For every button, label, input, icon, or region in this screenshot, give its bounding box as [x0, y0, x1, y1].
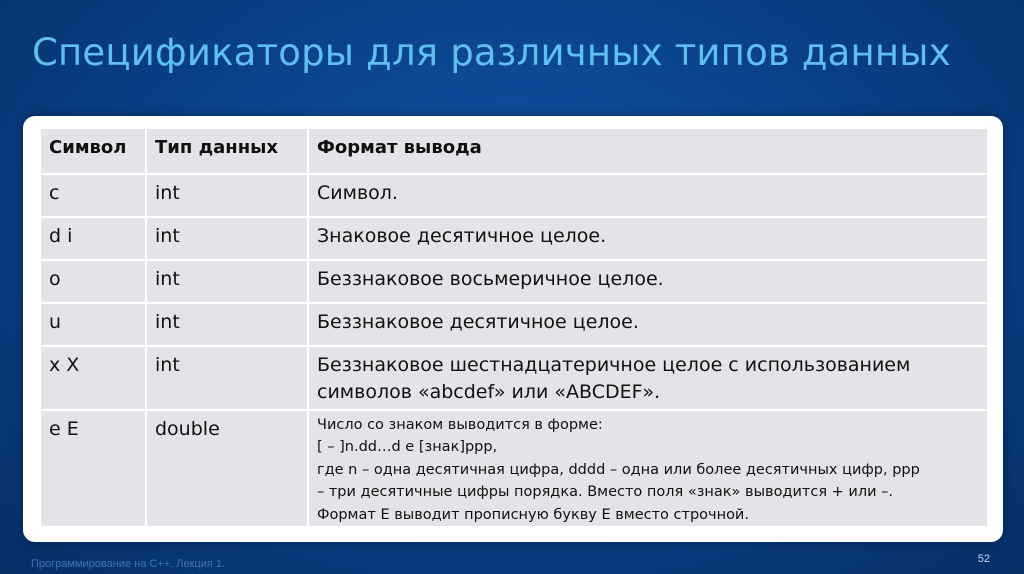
cell-symbol: x X	[41, 347, 145, 409]
slide-title: Спецификаторы для различных типов данных	[32, 31, 951, 74]
table-frame	[23, 116, 1003, 542]
format-line: – три десятичные цифры порядка. Вместо поля «знак» выводится + или –.	[317, 484, 893, 501]
cell-symbol: d i	[41, 218, 145, 259]
format-line: где n – одна десятичная цифра, dddd – одна или более десятичных цифр, ppp	[317, 461, 920, 478]
cell-format: Символ.	[309, 175, 987, 216]
cell-symbol: c	[41, 175, 145, 216]
format-line: Формат E выводит прописную букву E вместо строчной.	[317, 506, 749, 523]
cell-format: Знаковое десятичное целое.	[309, 218, 987, 259]
table-row	[41, 411, 987, 526]
table-header-row	[41, 129, 987, 173]
footer-page-number: 52	[977, 553, 990, 565]
format-line: Число со знаком выводится в форме:	[317, 417, 603, 433]
table-row	[41, 175, 987, 216]
table-row	[41, 347, 987, 409]
cell-type: double	[147, 411, 307, 526]
cell-type: int	[147, 347, 307, 409]
cell-type: int	[147, 175, 307, 216]
cell-symbol: o	[41, 261, 145, 302]
cell-format: Беззнаковое десятичное целое.	[309, 304, 987, 345]
header-data-type: Тип данных	[147, 129, 307, 173]
cell-format: Беззнаковое шестнадцатеричное целое с использованием символов «abcdef» или «ABCDEF».	[309, 347, 987, 409]
header-output-format: Формат вывода	[309, 129, 987, 173]
specifier-table	[39, 127, 989, 528]
cell-format: Беззнаковое восьмеричное целое.	[309, 261, 987, 302]
cell-type: int	[147, 304, 307, 345]
cell-format	[309, 411, 987, 526]
header-symbol: Символ	[41, 129, 145, 173]
table-row	[41, 218, 987, 259]
footer-course-label: Программирование на С++. Лекция 1.	[31, 558, 226, 570]
cell-type: int	[147, 218, 307, 259]
format-line: [ – ]n.dd…d e [знак]ppp,	[317, 439, 498, 456]
cell-symbol: u	[41, 304, 145, 345]
cell-symbol: e E	[41, 411, 145, 526]
cell-type: int	[147, 261, 307, 302]
table-row	[41, 261, 987, 302]
table-row	[41, 304, 987, 345]
